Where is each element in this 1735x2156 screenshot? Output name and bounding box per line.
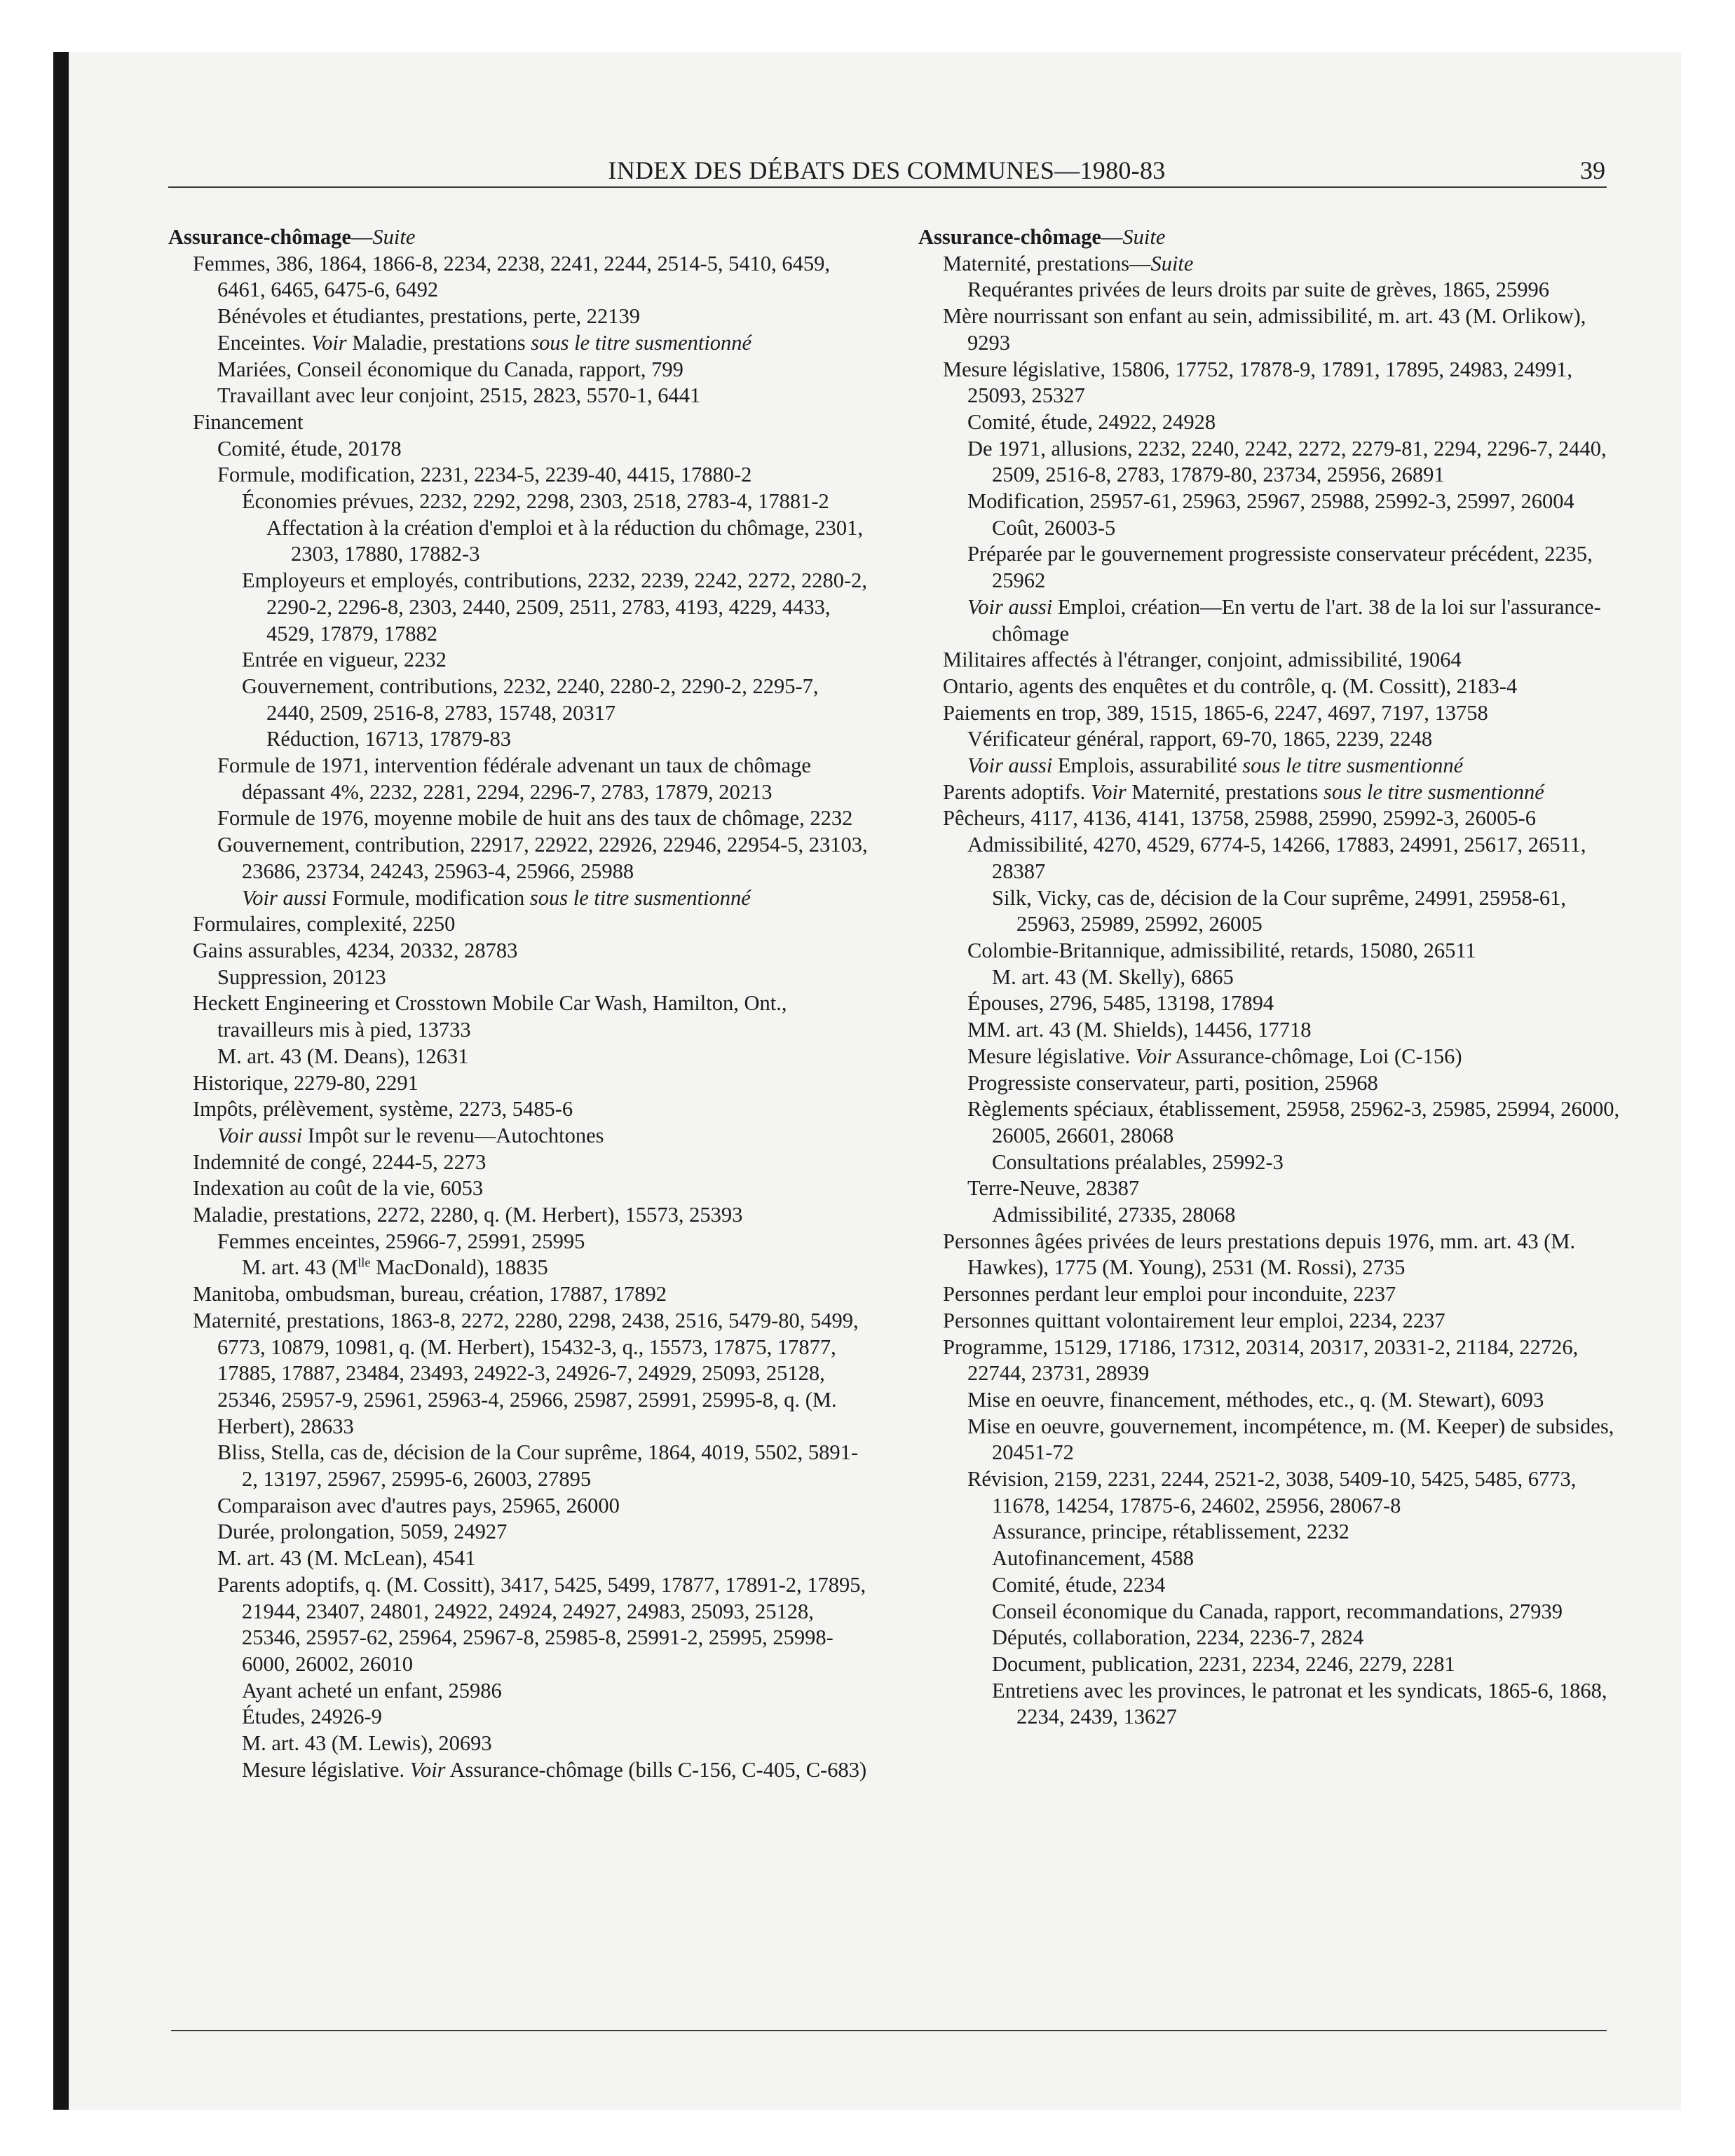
index-entry [918, 1414, 1626, 1466]
entry-text: Personnes âgées privées de leurs prestations depuis 1976, mm. art. 43 (M. Hawkes), 1775 (M. Young), 2531 (M. Rossi), 2735 [943, 1229, 1576, 1280]
entry-text: Militaires affectés à l'étranger, conjoint, admissibilité, 19064 [943, 648, 1462, 672]
entry-text: Travaillant avec leur conjoint, 2515, 2823, 5570-1, 6441 [217, 383, 701, 408]
entry-text: Maternité, prestations— [943, 251, 1151, 275]
index-entry [918, 700, 1626, 727]
index-entry [918, 938, 1626, 964]
index-entry [168, 674, 869, 726]
index-entry [168, 911, 869, 938]
entry-text: Comité, étude, 24922, 24928 [967, 409, 1216, 434]
entry-text: Maternité, prestations [1126, 779, 1324, 804]
entry-separator: — [351, 225, 373, 249]
index-entry [168, 330, 869, 357]
index-entry [918, 1281, 1626, 1308]
entry-text: M. art. 43 (M. McLean), 4541 [217, 1546, 476, 1571]
entry-text: Formule, modification [327, 885, 530, 910]
entry-italic-text: Voir [1090, 779, 1127, 804]
index-entry [918, 1070, 1626, 1097]
entry-text: Mesure législative. [967, 1044, 1136, 1068]
entry-text: Indemnité de congé, 2244-5, 2273 [193, 1149, 487, 1174]
entry-text: Terre-Neuve, 28387 [967, 1176, 1140, 1201]
entry-text: Coût, 26003-5 [992, 515, 1116, 540]
entry-text: Indexation au coût de la vie, 6053 [193, 1176, 484, 1201]
entry-text: Comité, étude, 20178 [217, 436, 402, 460]
entry-text: Gains assurables, 4234, 20332, 28783 [193, 938, 518, 962]
index-entry [168, 1202, 869, 1229]
entry-text: Silk, Vicky, cas de, décision de la Cour suprême, 24991, 25958-61, 25963, 25989, 25992, 26005 [992, 885, 1566, 936]
index-entry [168, 409, 869, 436]
entry-italic-text: Voir [409, 1757, 446, 1782]
entry-text: Mariées, Conseil économique du Canada, rapport, 799 [217, 357, 683, 381]
entry-text: Admissibilité, 27335, 28068 [992, 1203, 1236, 1227]
entry-text: Conseil économique du Canada, rapport, recommandations, 27939 [992, 1599, 1563, 1623]
index-entry [168, 1308, 869, 1440]
index-entry [918, 832, 1626, 885]
entry-text: Personnes perdant leur emploi pour inconduite, 2237 [943, 1282, 1396, 1306]
entry-text: Comité, étude, 2234 [992, 1572, 1166, 1597]
index-entry [168, 383, 869, 409]
suite-label: Suite [1122, 225, 1166, 249]
index-entry [168, 1546, 869, 1572]
entry-text: Mère nourrissant son enfant au sein, admissibilité, m. art. 43 (M. Orlikow), 9293 [943, 304, 1586, 355]
index-entry [168, 1757, 869, 1784]
entry-italic-text: Suite [1150, 251, 1194, 275]
entry-italic-text: Voir [1135, 1044, 1171, 1068]
entry-superscript: lle [358, 1255, 371, 1270]
entry-text: Progressiste conservateur, parti, position, 25968 [967, 1070, 1378, 1095]
index-entry [168, 462, 869, 489]
entry-text: Maladie, prestations [346, 330, 531, 355]
entry-text: Enceintes. [217, 330, 311, 355]
entry-italic-text: sous le titre susmentionné [1242, 753, 1464, 778]
entry-text: Autofinancement, 4588 [992, 1546, 1194, 1571]
entry-text: Modification, 25957-61, 25963, 25967, 25988, 25992-3, 25997, 26004 [967, 489, 1574, 514]
entry-text: Impôts, prélèvement, système, 2273, 5485-6 [193, 1097, 573, 1121]
index-entry [918, 1017, 1626, 1044]
page-number: 39 [1580, 156, 1605, 184]
entry-text: Emploi, création—En vertu de l'art. 38 de la loi sur l'assurance-chômage [992, 594, 1601, 646]
entry-text: Mise en oeuvre, gouvernement, incompétence, m. (M. Keeper) de subsides, 20451-72 [967, 1414, 1614, 1465]
entry-text: Colombie-Britannique, admissibilité, retards, 15080, 26511 [967, 938, 1476, 962]
entry-text: Formulaires, complexité, 2250 [193, 912, 456, 936]
index-column-right [918, 224, 1626, 1731]
entry-text: Mesure législative, 15806, 17752, 17878-9, 17891, 17895, 24983, 24991, 25093, 25327 [943, 357, 1572, 408]
entry-text: Admissibilité, 4270, 4529, 6774-5, 14266, 17883, 24991, 25617, 26511, 28387 [967, 833, 1586, 883]
entry-text: Manitoba, ombudsman, bureau, création, 17887, 17892 [193, 1282, 667, 1306]
entry-text: Économies prévues, 2232, 2292, 2298, 2303, 2518, 2783-4, 17881-2 [242, 489, 829, 514]
entry-italic-text: sous le titre susmentionné [531, 330, 752, 355]
entry-text: Assurance-chômage (bills C-156, C-405, C-683) [445, 1757, 867, 1782]
index-entry [918, 436, 1626, 489]
entry-text: Suppression, 20123 [217, 964, 386, 989]
running-title: INDEX DES DÉBATS DES COMMUNES—1980-83 [608, 156, 1166, 184]
entry-text: Formule de 1976, moyenne mobile de huit ans des taux de chômage, 2232 [217, 806, 853, 831]
entry-text: Pêcheurs, 4117, 4136, 4141, 13758, 25988, 25990, 25992-3, 26005-6 [943, 806, 1537, 831]
index-entry [918, 964, 1626, 991]
index-entry [168, 224, 869, 251]
index-entry [918, 1387, 1626, 1414]
index-entry [168, 568, 869, 647]
entry-text: Personnes quittant volontairement leur emploi, 2234, 2237 [943, 1308, 1445, 1332]
index-entry [918, 1572, 1626, 1599]
entry-text: MM. art. 43 (M. Shields), 14456, 17718 [967, 1018, 1312, 1042]
entry-text: Mesure législative. [242, 1757, 410, 1782]
index-entry [918, 224, 1626, 251]
index-entry [168, 832, 869, 885]
header-rule [168, 186, 1607, 188]
index-entry [168, 1731, 869, 1757]
index-entry [168, 1175, 869, 1202]
index-entry [918, 726, 1626, 753]
entry-text: Entretiens avec les provinces, le patronat et les syndicats, 1865-6, 1868, 2234, 2439, 13627 [992, 1678, 1607, 1729]
index-entry [168, 1493, 869, 1520]
entry-italic-text: Voir aussi [242, 885, 327, 910]
index-entry [168, 1123, 869, 1149]
entry-text: Financement [193, 409, 304, 434]
index-entry [168, 1440, 869, 1492]
entry-text: Emplois, assurabilité [1052, 753, 1243, 778]
index-entry [918, 409, 1626, 436]
index-entry [918, 357, 1626, 409]
index-entry [168, 964, 869, 991]
index-entry [918, 489, 1626, 515]
index-entry [918, 1651, 1626, 1678]
index-entry [168, 647, 869, 674]
index-entry [168, 726, 869, 753]
page-header [168, 156, 1605, 189]
index-entry [168, 1044, 869, 1070]
index-entry [918, 1678, 1626, 1731]
index-entry [168, 489, 869, 515]
entry-italic-text: sous le titre susmentionné [1323, 779, 1544, 804]
index-entry [918, 990, 1626, 1017]
index-entry [168, 1070, 869, 1097]
entry-text: Maternité, prestations, 1863-8, 2272, 2280, 2298, 2438, 2516, 5479-80, 5499, 6773, 10879, 10981, q. (M. Herbert), 15432-3, q., 15573, 17875, 17877, 17885, 17887, 23484, 23493, 24922-3, 24926-7, 24929, 25093, 25128, 25346, 25957-9, 25961, 25963-4, 25966, 25987, 25991, 25995-8, q. (M. Herbert), 28633 [193, 1308, 859, 1438]
index-entry [168, 1096, 869, 1123]
index-entry [918, 303, 1626, 356]
index-entry [918, 1466, 1626, 1519]
entry-text: Employeurs et employés, contributions, 2232, 2239, 2242, 2272, 2280-2, 2290-2, 2296-8, 2303, 2440, 2509, 2511, 2783, 4193, 4229, 4433, 4529, 17879, 17882 [242, 568, 868, 646]
entry-text: De 1971, allusions, 2232, 2240, 2242, 2272, 2279-81, 2294, 2296-7, 2440, 2509, 2516-8, 2783, 17879-80, 23734, 25956, 26891 [967, 436, 1607, 487]
entry-text: Affectation à la création d'emploi et à la réduction du chômage, 2301, 2303, 17880, 17882-3 [266, 515, 863, 566]
index-entry [918, 541, 1626, 594]
entry-text: Document, publication, 2231, 2234, 2246, 2279, 2281 [992, 1651, 1455, 1676]
index-entry [918, 1546, 1626, 1572]
index-entry [168, 885, 869, 912]
index-entry [168, 1229, 869, 1255]
entry-italic-text: Voir aussi [217, 1123, 303, 1147]
entry-text: Paiements en trop, 389, 1515, 1865-6, 2247, 4697, 7197, 13758 [943, 700, 1488, 725]
index-entry [918, 515, 1626, 542]
index-entry [168, 805, 869, 832]
index-entry [168, 1255, 869, 1281]
entry-text: MacDonald), 18835 [370, 1255, 548, 1280]
entry-text: M. art. 43 (M [242, 1255, 358, 1280]
index-entry [918, 1149, 1626, 1176]
index-entry [918, 1335, 1626, 1387]
index-column-left [168, 224, 869, 1783]
index-entry [168, 357, 869, 383]
entry-text: Consultations préalables, 25992-3 [992, 1149, 1284, 1174]
index-entry [168, 1281, 869, 1308]
entry-text: Gouvernement, contributions, 2232, 2240, 2280-2, 2290-2, 2295-7, 2440, 2509, 2516-8, 2783, 15748, 20317 [242, 674, 819, 725]
index-entry [168, 938, 869, 964]
index-entry [918, 1308, 1626, 1335]
entry-text: Études, 24926-9 [242, 1705, 382, 1729]
index-entry [168, 1519, 869, 1546]
index-entry [918, 647, 1626, 674]
index-entry [918, 251, 1626, 278]
entry-text: Préparée par le gouvernement progressiste conservateur précédent, 2235, 25962 [967, 542, 1593, 593]
entry-text: Programme, 15129, 17186, 17312, 20314, 20317, 20331-2, 21184, 22726, 22744, 23731, 28939 [943, 1335, 1579, 1386]
entry-text: Parents adoptifs. [943, 779, 1091, 804]
index-entry [918, 1175, 1626, 1202]
entry-text: Assurance, principe, rétablissement, 2232 [992, 1520, 1349, 1544]
footer-rule [171, 2030, 1607, 2031]
entry-text: Révision, 2159, 2231, 2244, 2521-2, 3038, 5409-10, 5425, 5485, 6773, 11678, 14254, 17875-6, 24602, 25956, 28067-8 [967, 1467, 1577, 1517]
index-entry [918, 1519, 1626, 1546]
entry-text: Formule de 1971, intervention fédérale advenant un taux de chômage dépassant 4%, 2232, 2281, 2294, 2296-7, 2783, 17879, 20213 [217, 753, 811, 804]
index-entry [918, 753, 1626, 779]
entry-text: M. art. 43 (M. Lewis), 20693 [242, 1731, 492, 1756]
entry-text: Réduction, 16713, 17879-83 [266, 727, 512, 751]
entry-text: Assurance-chômage, Loi (C-156) [1171, 1044, 1462, 1068]
entry-italic-text: sous le titre susmentionné [529, 885, 751, 910]
index-entry [918, 885, 1626, 938]
entry-text: Bliss, Stella, cas de, décision de la Cour suprême, 1864, 4019, 5502, 5891-2, 13197, 25967, 25995-6, 26003, 27895 [217, 1440, 859, 1492]
entry-text: Gouvernement, contribution, 22917, 22922, 22926, 22946, 22954-5, 23103, 23686, 23734, 24243, 25963-4, 25966, 25988 [217, 833, 868, 883]
index-entry [168, 753, 869, 805]
entry-heading: Assurance-chômage [918, 225, 1101, 249]
entry-text: Épouses, 2796, 5485, 13198, 17894 [967, 991, 1274, 1016]
index-entry [918, 1202, 1626, 1229]
entry-text: Ayant acheté un enfant, 25986 [242, 1678, 502, 1703]
entry-text: Bénévoles et étudiantes, prestations, perte, 22139 [217, 304, 641, 329]
index-entry [168, 1704, 869, 1731]
index-entry [918, 1044, 1626, 1070]
index-entry [168, 1572, 869, 1678]
entry-text: Parents adoptifs, q. (M. Cossitt), 3417, 5425, 5499, 17877, 17891-2, 17895, 21944, 23407, 24801, 24922, 24924, 24927, 24983, 25093, 25128, 25346, 25957-62, 25964, 25967-8, 25985-8, 25991-2, 25995, 25998-6000, 26002, 26010 [217, 1572, 866, 1676]
suite-label: Suite [372, 225, 416, 249]
index-entry [168, 1678, 869, 1705]
index-entry [168, 515, 869, 568]
index-entry [168, 990, 869, 1043]
entry-text: Comparaison avec d'autres pays, 25965, 26000 [217, 1493, 620, 1517]
entry-italic-text: Voir [311, 330, 347, 355]
entry-text: Heckett Engineering et Crosstown Mobile Car Wash, Hamilton, Ont., travailleurs mis à pied, 13733 [193, 991, 787, 1042]
entry-separator: — [1101, 225, 1123, 249]
entry-text: Durée, prolongation, 5059, 24927 [217, 1520, 508, 1544]
entry-heading: Assurance-chômage [168, 225, 351, 249]
entry-text: Ontario, agents des enquêtes et du contrôle, q. (M. Cossitt), 2183-4 [943, 674, 1518, 698]
entry-text: Règlements spéciaux, établissement, 25958, 25962-3, 25985, 25994, 26000, 26005, 26601, 28068 [967, 1097, 1620, 1147]
entry-text: M. art. 43 (M. Deans), 12631 [217, 1044, 469, 1068]
entry-text: Femmes, 386, 1864, 1866-8, 2234, 2238, 2241, 2244, 2514-5, 5410, 6459, 6461, 6465, 6475-6, 6492 [193, 251, 831, 302]
binding-edge [53, 52, 69, 2110]
entry-text: Impôt sur le revenu—Autochtones [302, 1123, 604, 1147]
index-entry [918, 779, 1626, 806]
index-entry [168, 1149, 869, 1176]
entry-text: Mise en oeuvre, financement, méthodes, etc., q. (M. Stewart), 6093 [967, 1387, 1544, 1412]
entry-text: Vérificateur général, rapport, 69-70, 1865, 2239, 2248 [967, 727, 1433, 751]
entry-italic-text: Voir aussi [967, 753, 1053, 778]
entry-text: Députés, collaboration, 2234, 2236-7, 2824 [992, 1625, 1364, 1650]
entry-text: Formule, modification, 2231, 2234-5, 2239-40, 4415, 17880-2 [217, 463, 752, 487]
entry-text: Historique, 2279-80, 2291 [193, 1070, 419, 1095]
index-entry [918, 674, 1626, 700]
index-entry [168, 303, 869, 330]
index-entry [918, 594, 1626, 647]
index-entry [168, 436, 869, 463]
index-entry [918, 805, 1626, 832]
entry-text: M. art. 43 (M. Skelly), 6865 [992, 964, 1234, 989]
index-entry [918, 1599, 1626, 1625]
index-entry [168, 251, 869, 303]
index-entry [918, 277, 1626, 303]
index-entry [918, 1229, 1626, 1281]
entry-text: Requérantes privées de leurs droits par suite de grèves, 1865, 25996 [967, 278, 1550, 302]
entry-text: Femmes enceintes, 25966-7, 25991, 25995 [217, 1229, 585, 1253]
entry-text: Maladie, prestations, 2272, 2280, q. (M. Herbert), 15573, 25393 [193, 1203, 743, 1227]
index-entry [918, 1096, 1626, 1149]
entry-text: Entrée en vigueur, 2232 [242, 648, 447, 672]
index-entry [918, 1625, 1626, 1651]
entry-italic-text: Voir aussi [967, 594, 1053, 619]
